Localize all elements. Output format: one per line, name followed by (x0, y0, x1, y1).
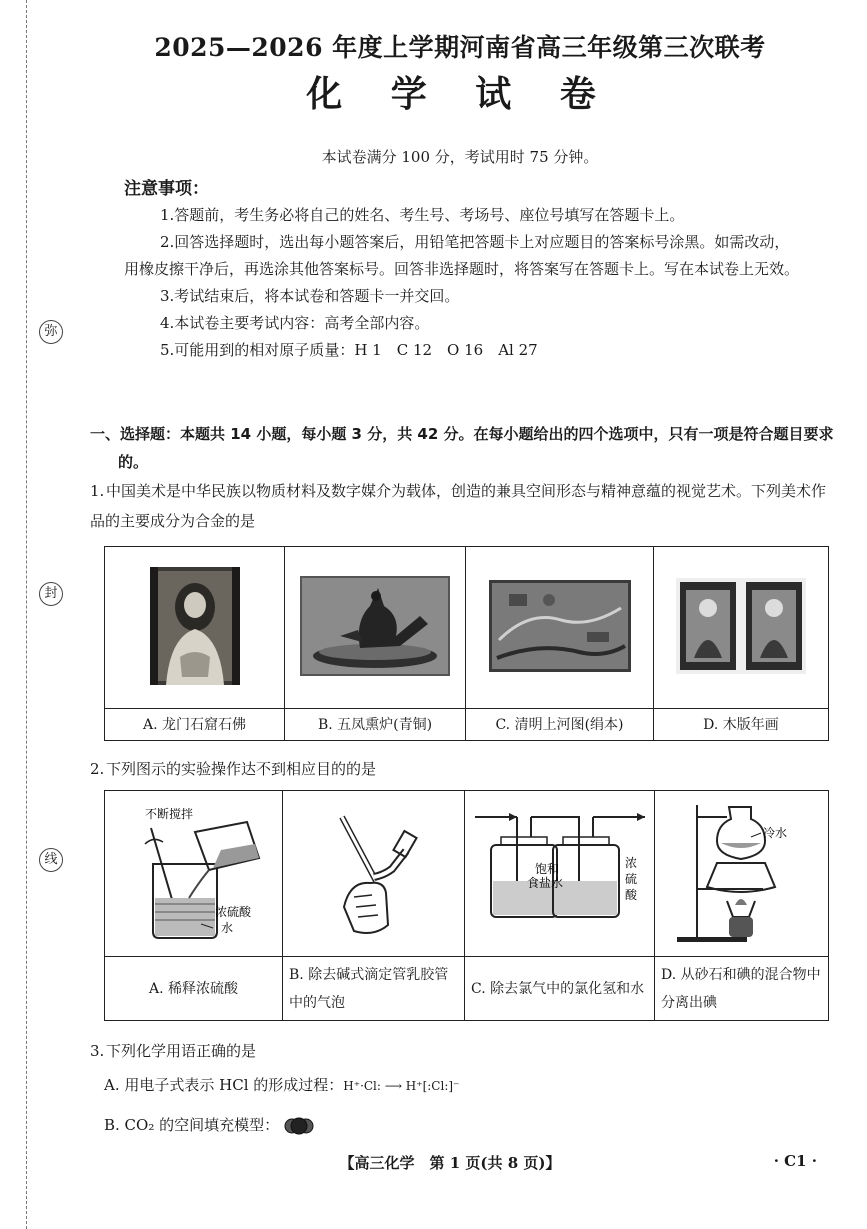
notice-list (124, 202, 804, 364)
sublimation-apparatus-diagram (667, 797, 817, 947)
page-footer: 【高三化学 第 1 页(共 8 页)】 (339, 1154, 561, 1172)
notice-item: 2.回答选择题时，选出每小题答案后，用铅笔把答题卡上对应题目的答案标号涂黑。如需改动，用橡皮擦干净后，再选涂其他答案标号。回答非选择题时，将答案写在答题卡上。写在本试卷上无效。 (124, 233, 800, 278)
q1-image-b (285, 547, 466, 709)
binding-mark-2: 封 (39, 582, 63, 606)
painting-scroll-icon (489, 580, 631, 672)
question-number: 3. (90, 1042, 105, 1060)
q2-image-a (105, 791, 283, 957)
notice-heading: 注意事项： (124, 179, 209, 199)
notice-item: 3.考试结束后，将本试卷和答题卡一并交回。 (160, 287, 460, 305)
label-water: 水 (220, 920, 233, 935)
q1-option-d: D. 木版年画 (654, 709, 829, 741)
q2-option-d: D. 从砂石和碘的混合物中分离出碘 (655, 957, 829, 1021)
binding-mark-3: 线 (39, 848, 63, 872)
q3-option-b-text: B. CO₂ 的空间填充模型： (104, 1116, 280, 1134)
q1-option-b: B. 五凤熏炉(青铜) (285, 709, 466, 741)
label-brine-1: 饱和 (534, 861, 559, 876)
label-acid: 浓硫酸 (214, 904, 251, 919)
q1-option-c: C. 清明上河图(绢本) (466, 709, 654, 741)
binding-line (26, 0, 27, 1229)
q2-option-b: B. 除去碱式滴定管乳胶管中的气泡 (283, 957, 465, 1021)
question-number: 1. (90, 482, 105, 500)
q1-image-c (466, 547, 654, 709)
notice-item: 1.答题前，考生务必将自己的姓名、考生号、考场号、座位号填写在答题卡上。 (160, 206, 685, 224)
q2-image-b (283, 791, 465, 957)
notice-item: 4.本试卷主要考试内容：高考全部内容。 (160, 314, 430, 332)
question-1 (90, 476, 830, 536)
subject-title: 化 学 试 卷 (306, 73, 614, 115)
paper-code: · C1 · (773, 1152, 817, 1170)
label-acid2-2: 硫 (624, 871, 637, 886)
question-number: 2. (90, 760, 105, 778)
exam-title: 2025—2026 年度上学期河南省高三年级第三次联考 (154, 33, 766, 62)
label-stir: 不断搅拌 (144, 806, 193, 821)
q2-image-d (655, 791, 829, 957)
label-brine-2: 食盐水 (526, 875, 563, 890)
label-acid2-1: 浓 (624, 855, 637, 870)
q2-option-table (104, 790, 829, 1021)
question-stem: 下列图示的实验操作达不到相应目的的是 (106, 760, 377, 778)
question-2 (90, 754, 830, 784)
q3-option-a-formula: H⁺·Cl: ⟶ H⁺[:Cl:]⁻ (343, 1079, 460, 1093)
stone-buddha-icon (150, 567, 240, 685)
q3-option-a (104, 1072, 459, 1099)
q2-image-c (465, 791, 655, 957)
bronze-incense-burner-icon (300, 576, 450, 676)
q3-option-a-text: A. 用电子式表示 HCl 的形成过程： (104, 1076, 344, 1094)
score-info: 本试卷满分 100 分，考试用时 75 分钟。 (321, 148, 599, 166)
woodblock-print-icon (676, 578, 806, 674)
label-cold-water: 冷水 (762, 825, 787, 840)
dilution-beaker-diagram (109, 792, 279, 952)
burette-bubble-diagram (314, 797, 434, 947)
label-acid2-3: 酸 (624, 887, 637, 902)
q1-image-d (654, 547, 829, 709)
q2-option-c: C. 除去氯气中的氯化氢和水 (465, 957, 655, 1021)
gas-washing-bottles-diagram (469, 797, 651, 947)
q1-option-table (104, 546, 829, 741)
question-3 (90, 1036, 830, 1066)
co2-space-filling-model-icon (284, 1115, 314, 1137)
section-heading: 一、选择题：本题共 14 小题，每小题 3 分，共 42 分。在每小题给出的四个选项中，只有一项是符合题目要求的。 (90, 425, 834, 471)
q1-option-a: A. 龙门石窟石佛 (105, 709, 285, 741)
q2-option-a: A. 稀释浓硫酸 (105, 957, 283, 1021)
notice-item: 5.可能用到的相对原子质量：H 1 C 12 O 16 Al 27 (160, 341, 538, 359)
question-stem: 下列化学用语正确的是 (106, 1042, 257, 1060)
q3-option-b (104, 1112, 314, 1138)
binding-mark-1: 弥 (39, 320, 63, 344)
q1-image-a (105, 547, 285, 709)
question-stem: 中国美术是中华民族以物质材料及数字媒介为载体，创造的兼具空间形态与精神意蕴的视觉艺术。下列美术作品的主要成分为合金的是 (90, 482, 827, 530)
